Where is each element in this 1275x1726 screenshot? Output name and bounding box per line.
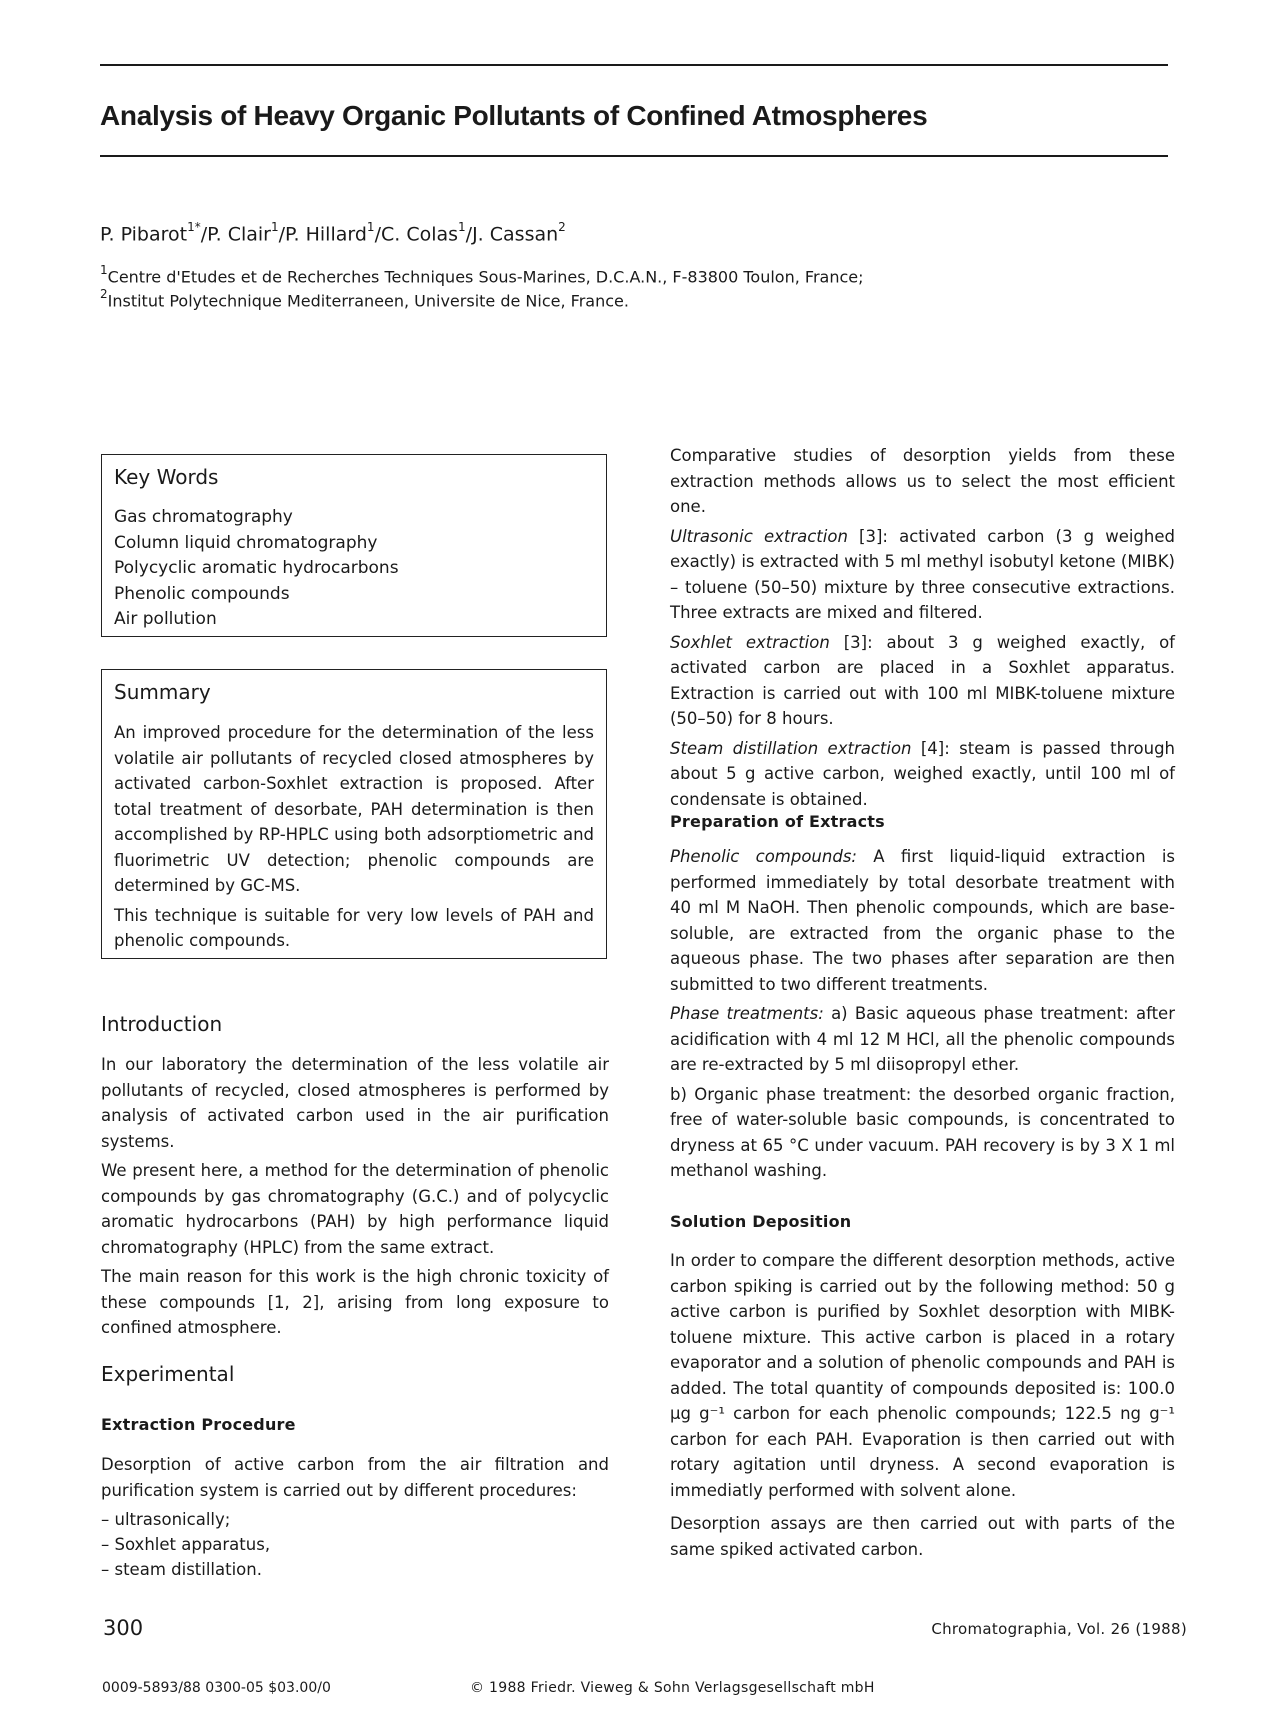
affiliation-sup: 1 [100,263,108,277]
phenolic-paragraph [670,844,1175,997]
extraction-body [101,1452,609,1582]
soxhlet-paragraph [670,630,1175,732]
affiliation-text: Institut Polytechnique Mediterraneen, Universite de Nice, France. [107,291,629,311]
title-rule [100,155,1168,157]
soxhlet-text: [3]: about 3 g weighed exactly, of activated carbon are placed in a Soxhlet apparatus. Extraction is carried out with 100 ml MIBK-toluene mixture (50–50) for 8 hours. [670,632,1175,728]
keyword-item: Phenolic compounds [114,583,290,604]
preparation-heading: Preparation of Extracts [670,812,885,831]
phase-paragraph [670,1001,1175,1078]
issn-line: 0009-5893/88 0300-05 $03.00/0 [102,1680,331,1696]
keywords-box [101,454,607,637]
journal-citation: Chromatographia, Vol. 26 (1988) [931,1620,1187,1638]
method-list-item: – Soxhlet apparatus, [101,1535,271,1554]
keyword-item: Air pollution [114,609,217,629]
comparative-paragraph: Comparative studies of desorption yields from these extraction methods allows us to select the most efficient one. [670,446,1175,516]
summary-paragraph: This technique is suitable for very low levels of PAH and phenolic compounds. [114,905,594,950]
desorption-paragraph: Desorption assays are then carried out with parts of the same spiked activated carbon. [670,1514,1175,1559]
introduction-paragraph: In our laboratory the determination of the less volatile air pollutants of recycled, closed atmospheres is performed by analysis of activated carbon used in the air purification systems. [101,1055,609,1151]
steam-label: Steam distillation extraction [670,738,912,758]
author-sup: 1* [187,220,201,234]
phenolic-label: Phenolic compounds: [670,847,857,866]
top-rule [100,64,1168,66]
affiliation-sup: 2 [100,287,108,301]
keywords-heading: Key Words [114,465,219,489]
author-name: P. Pibarot [100,223,188,246]
affiliation-1 [100,265,864,286]
introduction-paragraph: We present here, a method for the determination of phenolic compounds by gas chromatography (G.C.) and of polycyclic aromatic hydrocarbons (PAH) by high performance liquid chromatography (HPLC) from the same extract. [101,1161,609,1257]
steam-text: [4]: steam is passed through about 5 g active carbon, weighed exactly, until 100 ml of condensate is obtained. [670,738,1175,809]
author-name: J. Cassan [472,223,559,246]
phase-label: Phase treatments: [670,1004,824,1023]
keyword-item: Gas chromatography [114,507,293,527]
author-name: P. Clair [207,223,271,246]
copyright-line: © 1988 Friedr. Vieweg & Sohn Verlagsgesellschaft mbH [470,1680,875,1696]
solution-deposition-heading: Solution Deposition [670,1212,852,1231]
author-sup: 1 [270,220,279,234]
steam-paragraph [670,736,1175,813]
keyword-item: Polycyclic aromatic hydrocarbons [114,558,399,578]
introduction-paragraph: The main reason for this work is the high chronic toxicity of these compounds [1, 2], arising from long exposure to confined atmosphere. [101,1267,609,1337]
introduction-heading: Introduction [101,1012,223,1036]
ultrasonic-text: [3]: activated carbon (3 g weighed exactly) is extracted with 5 ml methyl isobutyl ketone (MIBK) – toluene (50–50) mixture by three consecutive extractions. Three extracts are mixed and filtered. [670,526,1175,622]
affiliation-2 [100,289,629,310]
method-list-item: – ultrasonically; [101,1510,231,1529]
solution-paragraph: In order to compare the different desorption methods, active carbon spiking is carried out by the following method: 50 g active carbon is purified by Soxhlet desorption with MIBK-toluene mixture. This active carbon is placed in a rotary evaporator and a solution of phenolic compounds and PAH is added. The total quantity of compounds deposited is: 100.0 µg g⁻¹ carbon for each phenolic compounds; 122.5 ng g⁻¹ carbon for each PAH. Evaporation is then carried out with rotary agitation until dryness. A second evaporation is immediatly performed with solvent alone. [670,1251,1175,1500]
phenolic-text: A first liquid-liquid extraction is performed immediately by total desorbate treatment with 40 ml M NaOH. Then phenolic compounds, which are base-soluble, are extracted from the organic phase to the aqueous phase. The two phases after separation are then submitted to two different treatments. [670,847,1175,994]
author-list: P. Pibarot$^{1*}$/P. Clair$^1$/P. Hillard$^1$/C. Colas$^1$/J. Cassan$^2$ [100,220,566,246]
summary-heading: Summary [114,680,211,704]
preparation-body [670,844,1175,1188]
summary-box [101,669,607,959]
extraction-paragraph: Desorption of active carbon from the air filtration and purification system is carried out by different procedures: [101,1455,609,1500]
author-sup: 2 [558,220,566,234]
paper-title: Analysis of Heavy Organic Pollutants of Confined Atmospheres [100,100,928,131]
author-sup: 1 [458,220,466,234]
affiliation-text: Centre d'Etudes et de Recherches Techniques Sous-Marines, D.C.A.N., F-83800 Toulon, France; [107,267,864,287]
author-name: C. Colas [380,223,459,246]
page-number: 300 [103,1616,144,1640]
author-name: P. Hillard [285,223,367,246]
introduction-body [101,1052,609,1345]
author-sup: 1 [366,220,375,234]
solution-body [670,1248,1175,1566]
experimental-heading: Experimental [101,1362,235,1386]
soxhlet-label: Soxhlet extraction [670,632,830,652]
right-column-top [670,443,1175,816]
method-list-item: – steam distillation. [101,1560,262,1579]
ultrasonic-paragraph [670,524,1175,626]
organic-paragraph: b) Organic phase treatment: the desorbed organic fraction, free of water-soluble basic compounds, is concentrated to dryness at 65 °C under vacuum. PAH recovery is by 3 X 1 ml methanol washing. [670,1084,1175,1180]
extraction-procedure-heading: Extraction Procedure [101,1415,296,1434]
summary-paragraph: An improved procedure for the determination of the less volatile air pollutants of recycled closed atmospheres by activated carbon-Soxhlet extraction is proposed. After total treatment of desorbate, PAH determination is then accomplished by RP-HPLC using both adsorptiometric and fluorimetric UV detection; phenolic compounds are determined by GC-MS. [114,723,594,895]
keyword-item: Column liquid chromatography [114,532,378,553]
phase-text: a) Basic aqueous phase treatment: after acidification with 4 ml 12 M HCl, all the phenolic compounds are re-extracted by 5 ml diisopropyl ether. [670,1004,1175,1074]
ultrasonic-label: Ultrasonic extraction [670,526,848,546]
